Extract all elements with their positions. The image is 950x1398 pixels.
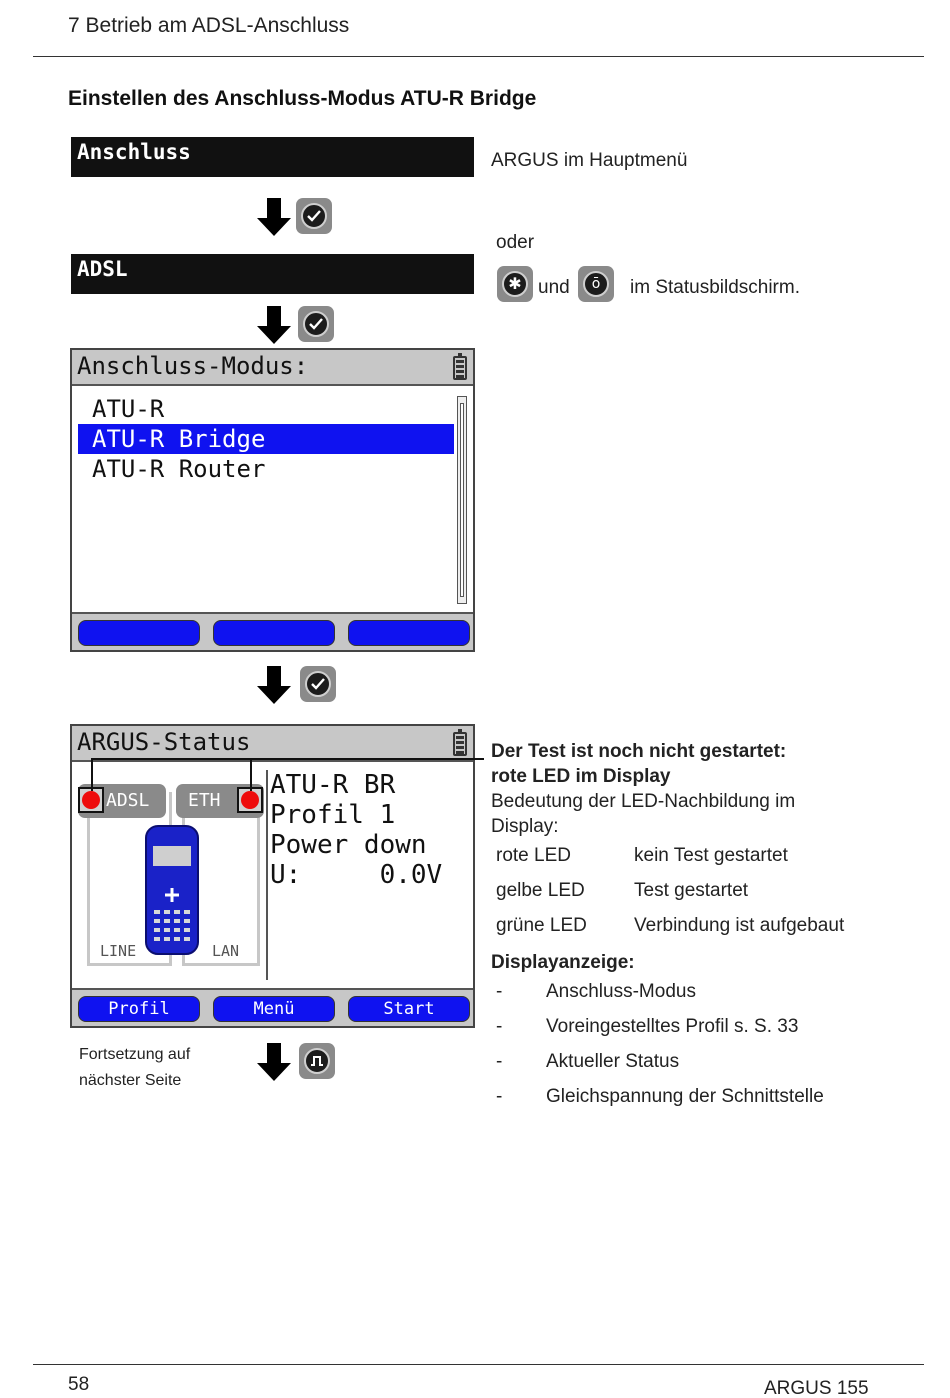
menu-anschluss[interactable]: Anschluss <box>71 137 474 177</box>
page-number: 58 <box>68 1374 90 1395</box>
adsl-label: ADSL <box>106 790 150 811</box>
note-main-menu: ARGUS im Hauptmenü <box>491 150 688 171</box>
status-divider <box>266 770 268 980</box>
down-arrow-icon <box>257 1043 291 1081</box>
mode-screen-title-text: Anschluss-Modus: <box>77 352 309 380</box>
explain-intro-1: Bedeutung der LED-Nachbildung im <box>491 791 796 812</box>
note-und: und <box>538 277 570 298</box>
status-screen-title-text: ARGUS-Status <box>77 728 251 756</box>
chapter-title: 7 Betrieb am ADSL-Anschluss <box>68 14 350 37</box>
status-profile: Profil 1 <box>270 800 396 830</box>
status-softkey-bar <box>72 988 473 1026</box>
softkey-menu[interactable]: Menü <box>213 996 335 1022</box>
list-dash: - <box>496 981 503 1002</box>
list-dash: - <box>496 1016 503 1037</box>
status-voltage: U: 0.0V <box>270 860 443 890</box>
display-item: Gleichspannung der Schnittstelle <box>546 1086 824 1107</box>
display-item: Aktueller Status <box>546 1051 680 1072</box>
list-dash: - <box>496 1086 503 1107</box>
scrollbar[interactable] <box>457 396 467 604</box>
header-rule <box>33 56 924 57</box>
led-red-meaning: kein Test gestartet <box>634 845 788 866</box>
star-button-icon[interactable]: ✱ <box>497 266 533 302</box>
battery-icon <box>453 356 467 380</box>
down-arrow-icon <box>257 198 291 236</box>
mode-screen-title <box>72 350 473 386</box>
status-button-icon[interactable]: ō <box>578 266 614 302</box>
mode-option-atu-r-router[interactable]: ATU-R Router <box>92 455 266 483</box>
argus-device-icon <box>140 824 204 956</box>
display-item: Voreingestelltes Profil s. S. 33 <box>546 1016 799 1037</box>
display-item: Anschluss-Modus <box>546 981 696 1002</box>
menu-adsl[interactable]: ADSL <box>71 254 474 294</box>
led-callout-lines <box>88 755 488 795</box>
mode-screen <box>70 348 475 652</box>
mode-option-atu-r[interactable]: ATU-R <box>92 395 165 423</box>
display-heading: Displayanzeige: <box>491 952 635 973</box>
product-name: ARGUS 155 <box>764 1378 869 1398</box>
note-status-screen: im Statusbildschirm. <box>630 277 800 298</box>
softkey-right[interactable] <box>348 620 470 646</box>
down-arrow-icon <box>257 306 291 344</box>
ok-button-icon[interactable] <box>300 666 336 702</box>
led-green-meaning: Verbindung ist aufgebaut <box>634 915 845 936</box>
continuation-line-1: Fortsetzung auf <box>79 1046 191 1063</box>
mode-softkey-bar <box>72 612 473 650</box>
ok-button-icon[interactable] <box>298 306 334 342</box>
list-dash: - <box>496 1051 503 1072</box>
softkey-start[interactable]: Start <box>348 996 470 1022</box>
explain-heading-1: Der Test ist noch nicht gestartet: <box>491 741 787 762</box>
line-label: LINE <box>100 942 137 960</box>
led-red-name: rote LED <box>496 845 571 866</box>
led-yellow-meaning: Test gestartet <box>634 880 749 901</box>
eth-label: ETH <box>188 790 221 811</box>
softkey-middle[interactable] <box>213 620 335 646</box>
section-title: Einstellen des Anschluss-Modus ATU-R Bridge <box>68 87 537 110</box>
footer-rule <box>33 1364 924 1365</box>
explain-heading-2: rote LED im Display <box>491 766 671 787</box>
continue-button-icon[interactable] <box>299 1043 335 1079</box>
explain-intro-2: Display: <box>491 816 559 837</box>
led-green-name: grüne LED <box>496 915 587 936</box>
scrollbar-thumb[interactable] <box>460 403 464 597</box>
status-mode: ATU-R BR <box>270 770 396 800</box>
mode-option-atu-r-bridge[interactable]: ATU-R Bridge <box>78 424 454 454</box>
down-arrow-icon <box>257 666 291 704</box>
softkey-profil[interactable]: Profil <box>78 996 200 1022</box>
note-oder: oder <box>496 232 535 253</box>
softkey-left[interactable] <box>78 620 200 646</box>
led-yellow-name: gelbe LED <box>496 880 585 901</box>
lan-label: LAN <box>212 942 240 960</box>
ok-button-icon[interactable] <box>296 198 332 234</box>
battery-icon <box>453 732 467 756</box>
status-state: Power down <box>270 830 427 860</box>
continuation-line-2: nächster Seite <box>79 1072 182 1089</box>
